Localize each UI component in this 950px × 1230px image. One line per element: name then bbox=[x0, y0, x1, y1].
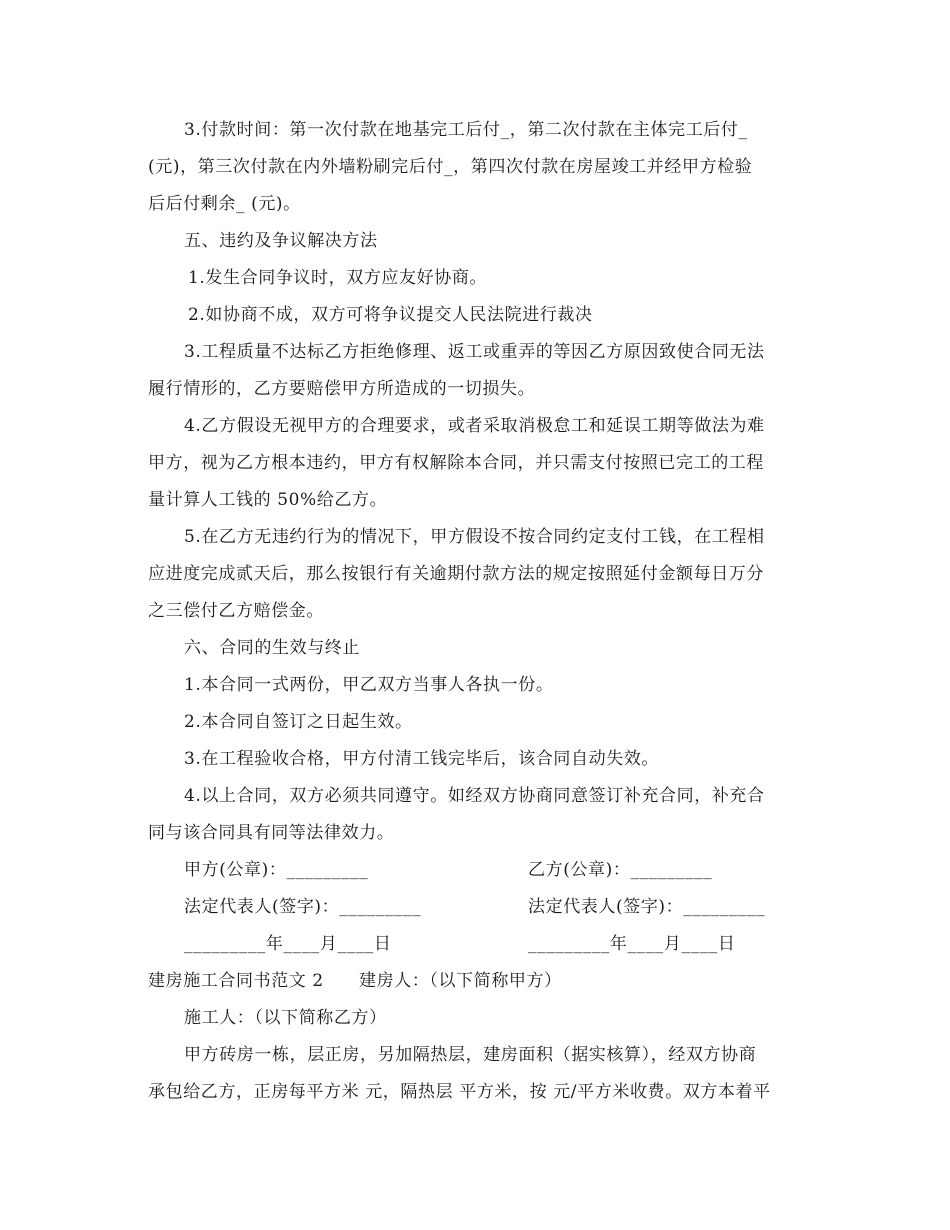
clause-effect-4: 4.以上合同，双方必须共同遵守。如经双方协商同意签订补充合同，补充合 bbox=[184, 786, 765, 806]
party-b-seal: 乙方(公章)：_________ bbox=[528, 860, 713, 880]
clause-quality-cont: 履行情形的，乙方要赔偿甲方所造成的一切损失。 bbox=[148, 379, 536, 399]
clause-effect-4-cont: 同与该合同具有同等法律效力。 bbox=[148, 823, 395, 843]
second-contract-body-cont: 承包给乙方，正房每平方米 元，隔热层 平方米，按 元/平方米收费。双方本着平 bbox=[148, 1082, 771, 1102]
section-heading-effect: 六、合同的生效与终止 bbox=[184, 638, 360, 658]
section-heading-breach: 五、违约及争议解决方法 bbox=[184, 231, 378, 251]
clause-breach-b-cont-1: 甲方，视为乙方根本违约，甲方有权解除本合同，并只需支付按照已完工的工程 bbox=[148, 453, 764, 473]
clause-dispute-2: 2.如协商不成，双方可将争议提交人民法院进行裁决 bbox=[188, 305, 593, 325]
clause-breach-a-cont-2: 之三偿付乙方赔偿金。 bbox=[148, 601, 324, 621]
clause-effect-2: 2.本合同自签订之日起生效。 bbox=[184, 712, 413, 732]
second-contract-heading: 建房施工合同书范文 2 建房人：（以下简称甲方） bbox=[148, 971, 562, 991]
clause-breach-a-cont-1: 应进度完成贰天后，那么按银行有关逾期付款方法的规定按照延付金额每日万分 bbox=[148, 564, 764, 584]
clause-effect-1: 1.本合同一式两份，甲乙双方当事人各执一份。 bbox=[184, 675, 554, 695]
party-a-date: _________年____月____日 bbox=[184, 934, 392, 954]
party-a-representative: 法定代表人(签字)：_________ bbox=[184, 897, 422, 917]
party-a-seal: 甲方(公章)：_________ bbox=[184, 860, 369, 880]
party-b-representative: 法定代表人(签字)：_________ bbox=[528, 897, 766, 917]
clause-payment-time-cont-1: (元)，第三次付款在内外墙粉刷完后付_，第四次付款在房屋竣工并经甲方检验 bbox=[148, 157, 753, 177]
clause-breach-b: 4.乙方假设无视甲方的合理要求，或者采取消极怠工和延误工期等做法为难 bbox=[184, 416, 765, 436]
second-contract-builder: 施工人：（以下简称乙方） bbox=[184, 1008, 387, 1028]
clause-dispute-1: 1.发生合同争议时，双方应友好协商。 bbox=[188, 268, 488, 288]
clause-breach-b-cont-2: 量计算人工钱的 50%给乙方。 bbox=[148, 490, 388, 510]
clause-payment-time-cont-2: 后后付剩余_ (元)。 bbox=[148, 194, 301, 214]
clause-payment-time: 3.付款时间：第一次付款在地基完工后付_，第二次付款在主体完工后付_ bbox=[184, 120, 748, 140]
clause-effect-3: 3.在工程验收合格，甲方付清工钱完毕后，该合同自动失效。 bbox=[184, 749, 660, 769]
party-b-date: _________年____月____日 bbox=[528, 934, 736, 954]
second-contract-body: 甲方砖房一栋，层正房，另加隔热层，建房面积（据实核算），经双方协商 bbox=[184, 1045, 757, 1065]
clause-breach-a: 5.在乙方无违约行为的情况下，甲方假设不按合同约定支付工钱，在工程相 bbox=[184, 527, 765, 547]
clause-quality: 3.工程质量不达标乙方拒绝修理、返工或重弄的等因乙方原因致使合同无法 bbox=[184, 342, 765, 362]
